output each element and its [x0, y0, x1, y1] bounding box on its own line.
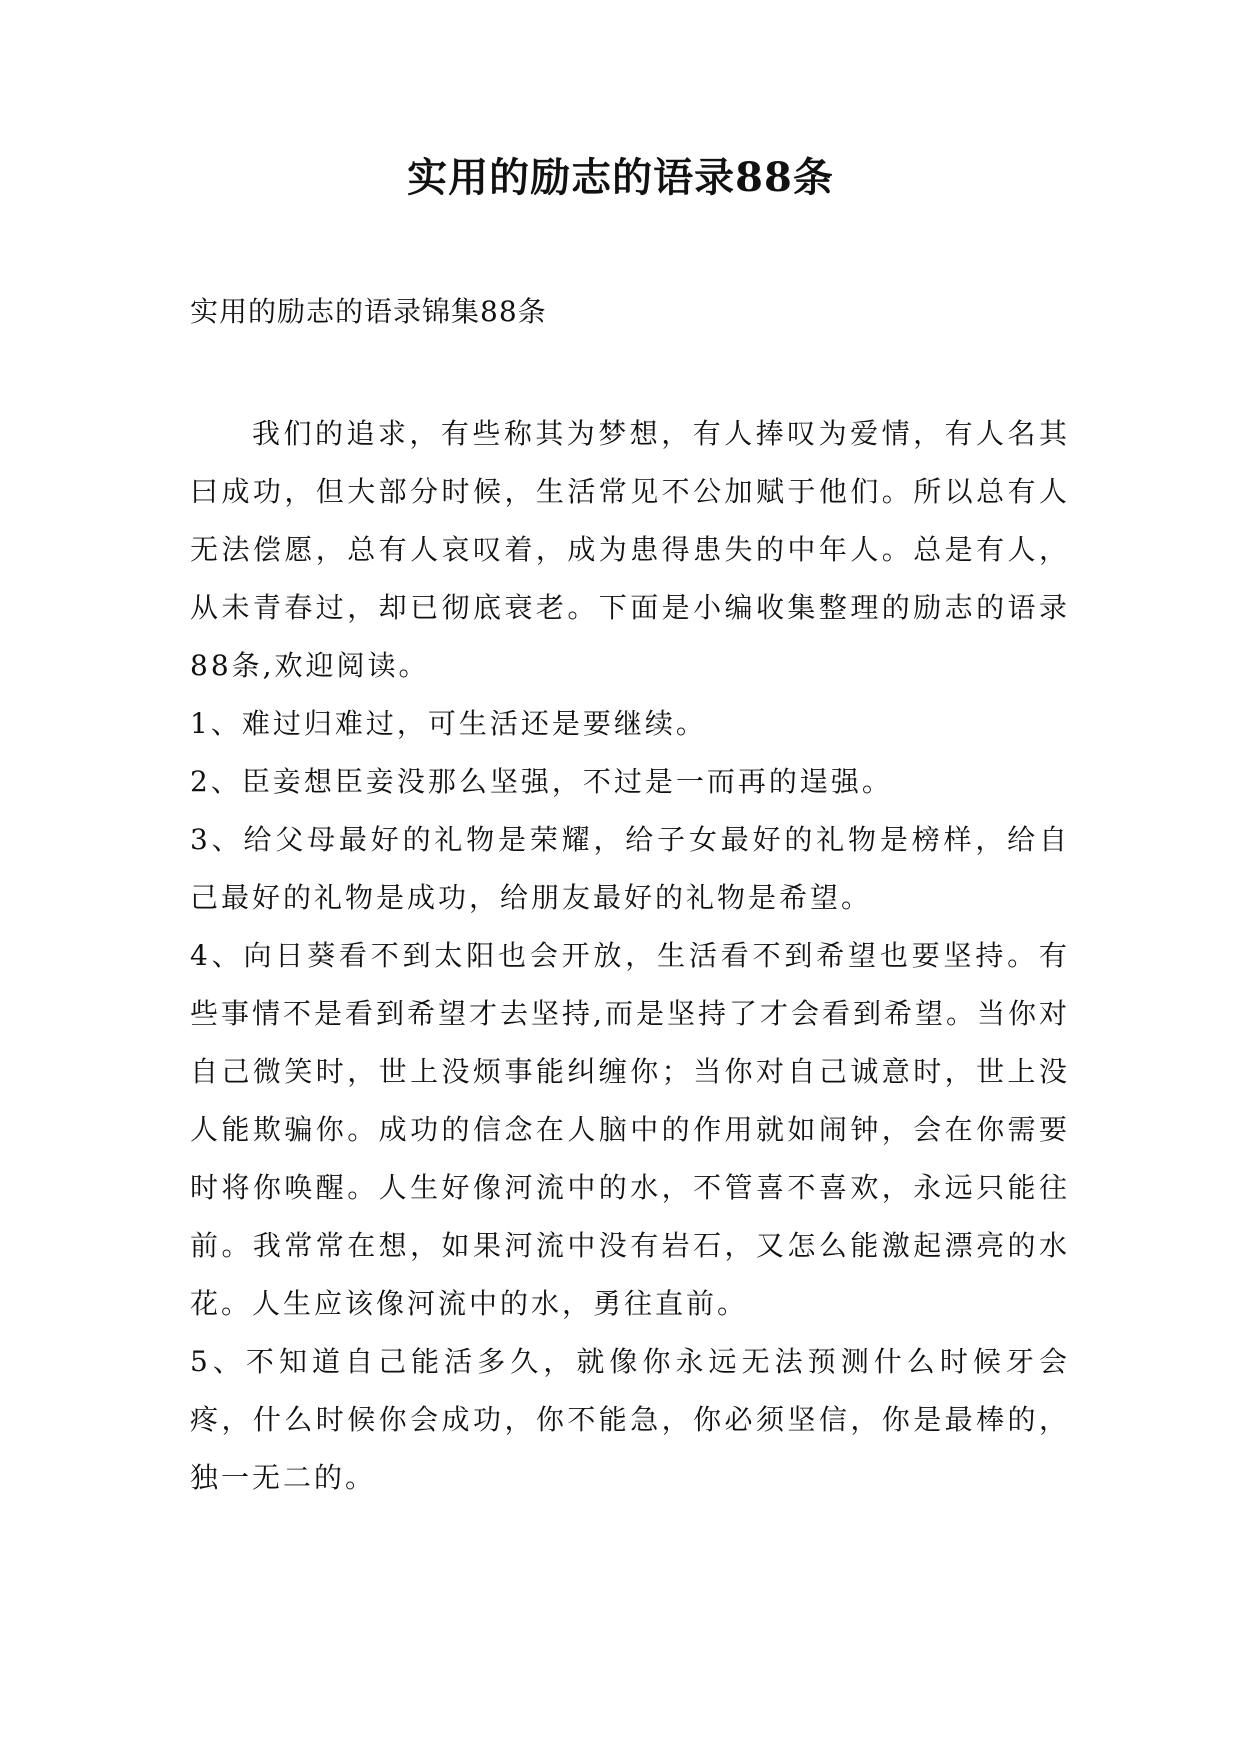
quote-item-3: 3、给父母最好的礼物是荣耀，给子女最好的礼物是榜样，给自己最好的礼物是成功，给朋友最好的礼物是希望。 [190, 823, 1070, 914]
document-subtitle: 实用的励志的语录锦集88条 [190, 295, 547, 328]
quote-item-5: 5、不知道自己能活多久，就像你永远无法预测什么时候牙会疼，什么时候你会成功，你不能急，你必须坚信，你是最棒的，独一无二的。 [190, 1345, 1070, 1494]
quote-item-1: 1、难过归难过，可生活还是要继续。 [190, 707, 707, 740]
quote-item-2: 2、臣妾想臣妾没那么坚强，不过是一而再的逞强。 [190, 765, 893, 798]
document-body [190, 405, 1070, 1507]
document-title: 实用的励志的语录88条 [407, 154, 834, 201]
quote-item-4: 4、向日葵看不到太阳也会开放，生活看不到希望也要坚持。有些事情不是看到希望才去坚持,而是坚持了才会看到希望。当你对自己微笑时，世上没烦事能纠缠你；当你对自己诚意时，世上没人能欺骗你。成功的信念在人脑中的作用就如闹钟，会在你需要时将你唤醒。人生好像河流中的水，不管喜不喜欢，永远只能往前。我常常在想，如果河流中没有岩石，又怎么能激起漂亮的水花。人生应该像河流中的水，勇往直前。 [190, 939, 1070, 1320]
intro-paragraph: 我们的追求，有些称其为梦想，有人捧叹为爱情，有人名其曰成功，但大部分时候，生活常见不公加赋于他们。所以总有人无法偿愿，总有人哀叹着，成为患得患失的中年人。总是有人，从未青春过，却已彻底衰老。下面是小编收集整理的励志的语录88条,欢迎阅读。 [190, 417, 1070, 682]
